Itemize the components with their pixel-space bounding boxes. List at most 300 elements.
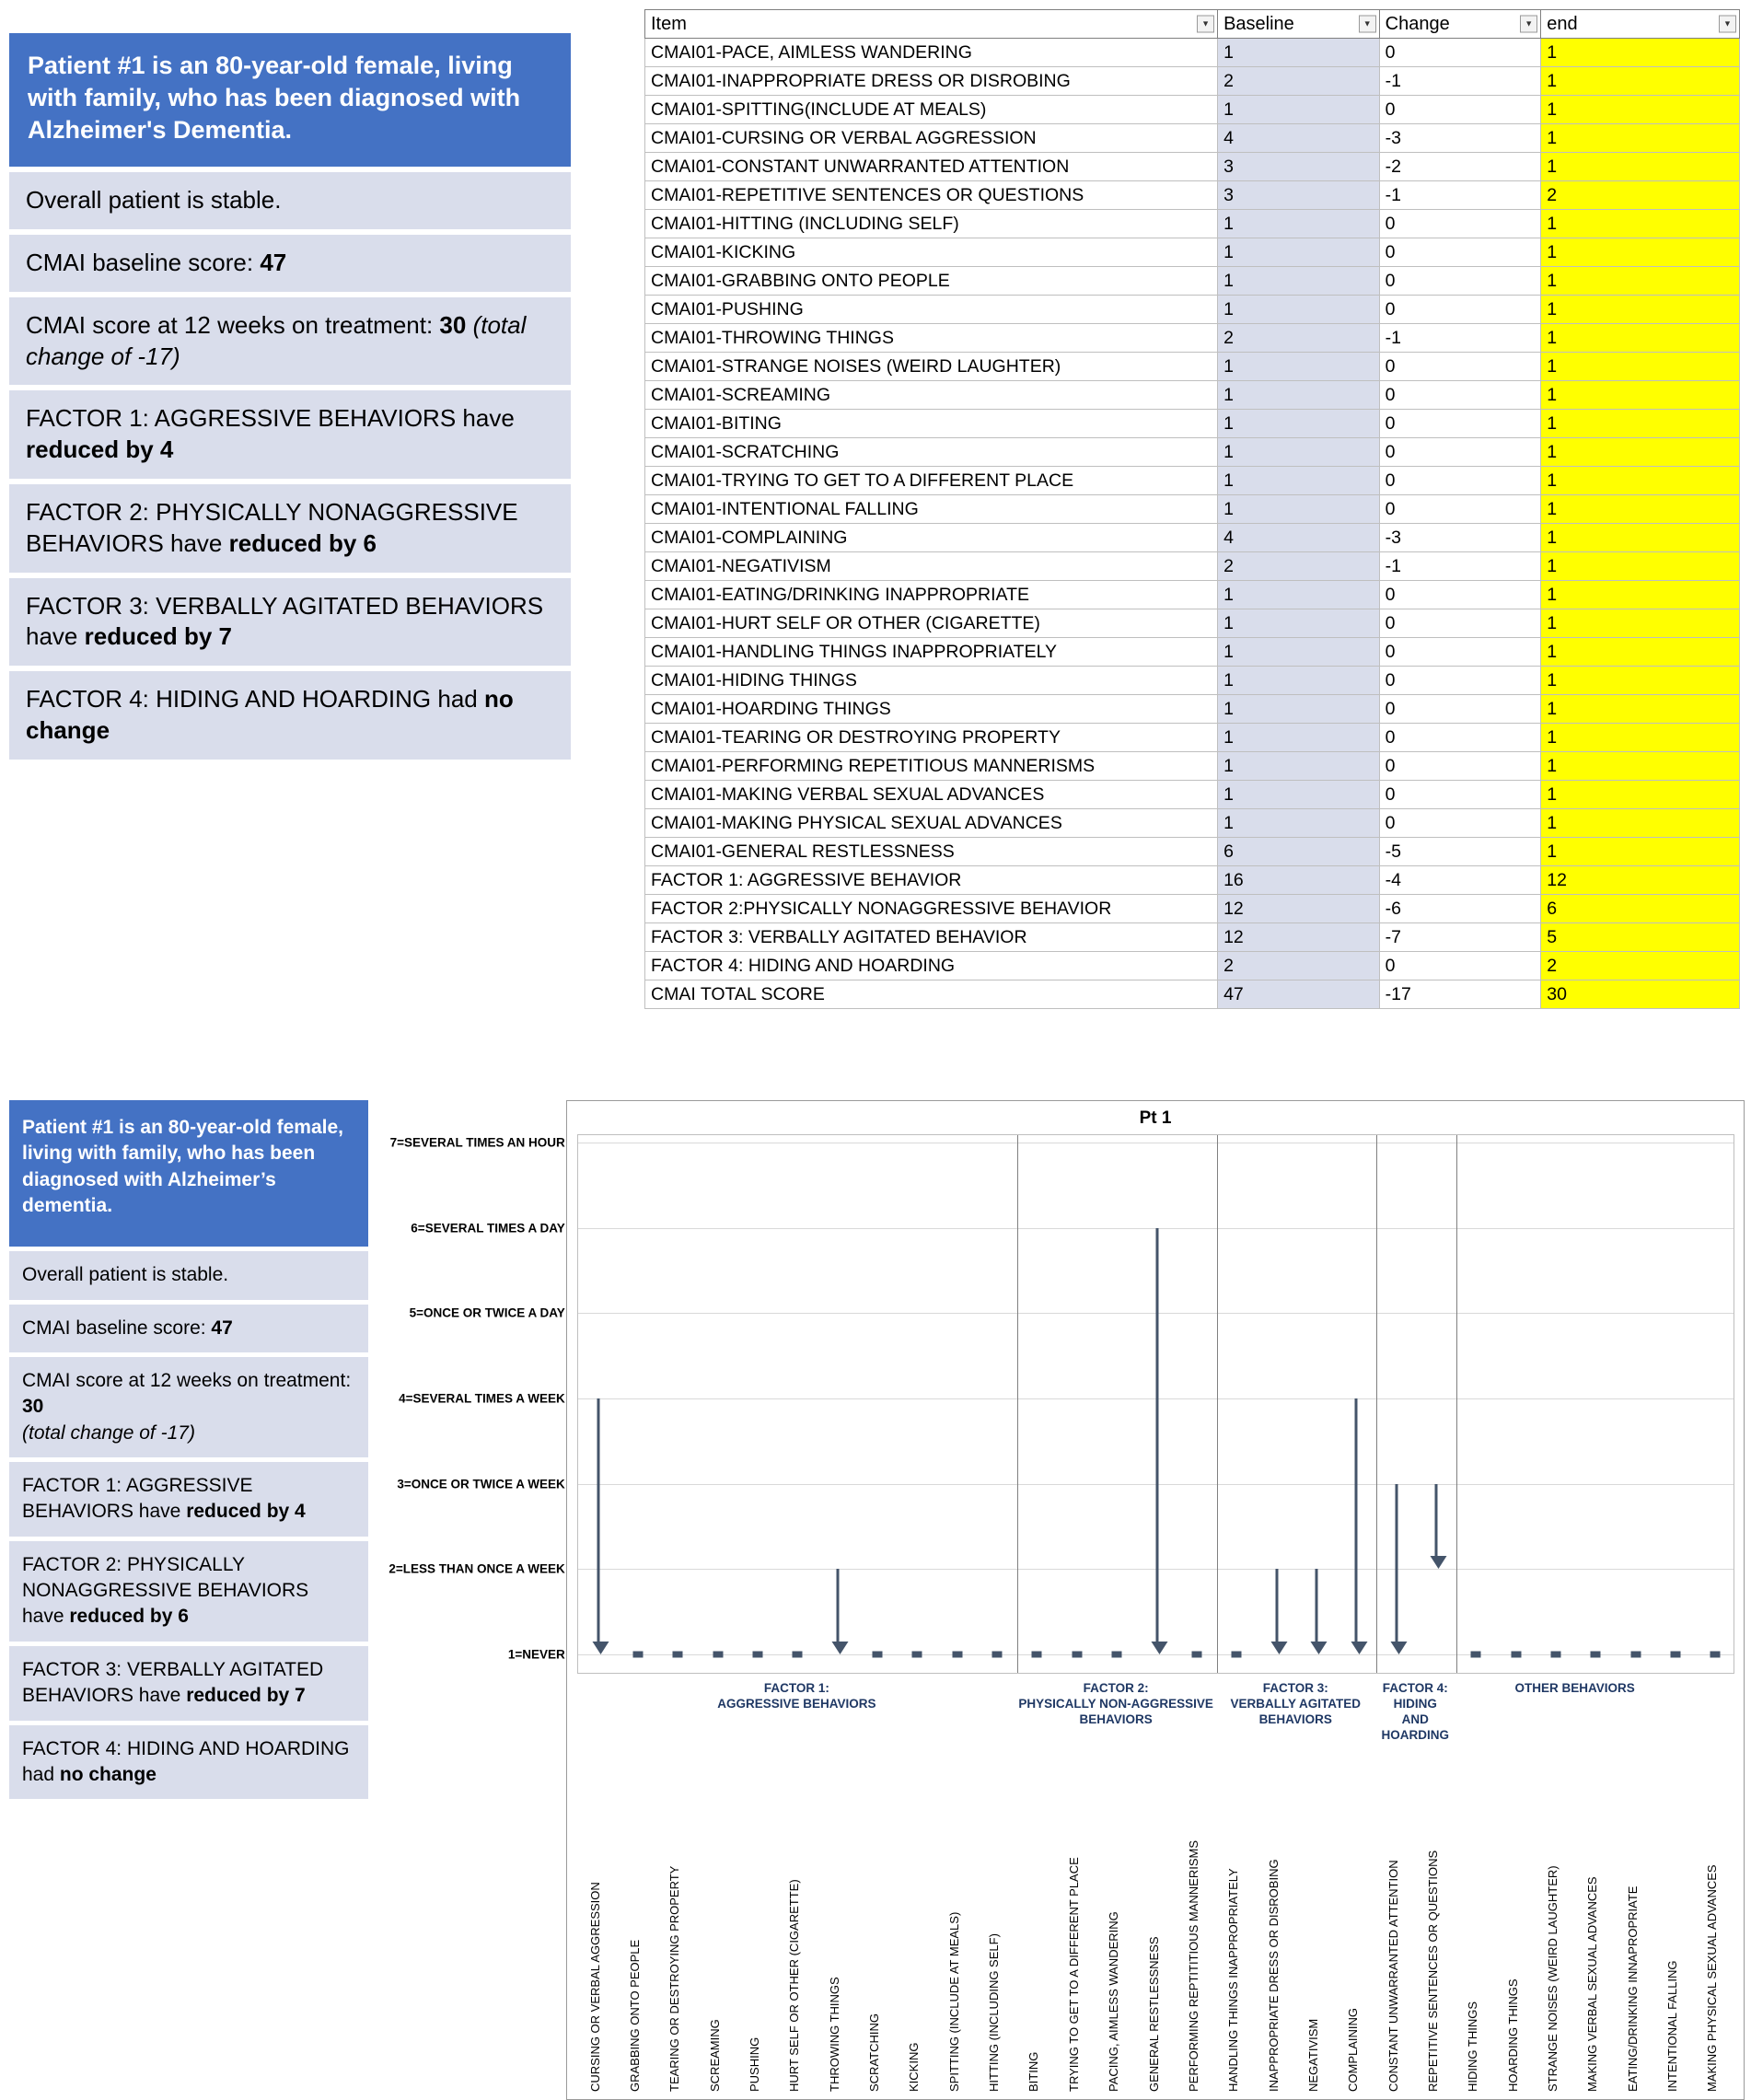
- data-point-marker: [1630, 1652, 1641, 1658]
- x-axis-category-label: SCREAMING: [707, 2019, 722, 2092]
- cell-end: 1: [1541, 724, 1740, 752]
- cell-change: 0: [1379, 952, 1541, 980]
- cell-change: 0: [1379, 381, 1541, 410]
- bottom-factor4-label: FACTOR 4: HIDING AND HOARDING had: [22, 1737, 350, 1785]
- x-axis-category-label: GENERAL RESTLESSNESS: [1146, 1936, 1161, 2092]
- factor-group-label: FACTOR 1: AGGRESSIVE BEHAVIORS: [717, 1681, 876, 1711]
- cell-item: CMAI01-BITING: [645, 410, 1218, 438]
- cell-end: 1: [1541, 438, 1740, 467]
- cell-end: 1: [1541, 324, 1740, 353]
- bottom-patient-status-card: Overall patient is stable.: [9, 1251, 368, 1299]
- table-row: [645, 495, 1740, 524]
- cell-baseline: 1: [1218, 39, 1380, 67]
- x-axis-category-label: HIDING THINGS: [1466, 2001, 1480, 2092]
- cell-baseline: 1: [1218, 238, 1380, 267]
- bottom-cmai-week12-value: 30: [22, 1396, 44, 1418]
- cell-item: CMAI01-SCRATCHING: [645, 438, 1218, 467]
- x-axis-category-label: HOARDING THINGS: [1505, 1978, 1520, 2092]
- cell-baseline: 1: [1218, 581, 1380, 609]
- table-row: [645, 609, 1740, 638]
- cell-change: -3: [1379, 124, 1541, 153]
- cell-end: 1: [1541, 638, 1740, 667]
- cell-baseline: 1: [1218, 410, 1380, 438]
- cell-item: CMAI01-HIDING THINGS: [645, 667, 1218, 695]
- patient-status-card: Overall patient is stable.: [9, 172, 571, 229]
- group-separator: [1017, 1135, 1018, 1673]
- cell-item: CMAI01-TEARING OR DESTROYING PROPERTY: [645, 724, 1218, 752]
- cell-end: 1: [1541, 124, 1740, 153]
- cell-baseline: 1: [1218, 96, 1380, 124]
- cell-item: CMAI01-KICKING: [645, 238, 1218, 267]
- change-arrow: [1275, 1569, 1278, 1642]
- cell-change: -1: [1379, 67, 1541, 96]
- cell-item: CMAI01-HOARDING THINGS: [645, 695, 1218, 724]
- table-row: [645, 124, 1740, 153]
- cmai-score-table-wrapper: [644, 9, 1740, 1009]
- cmai-baseline-value: 47: [260, 249, 287, 277]
- cell-change: 0: [1379, 267, 1541, 296]
- cell-baseline: 1: [1218, 638, 1380, 667]
- x-axis-category-label: COMPLAINING: [1346, 2007, 1361, 2092]
- bottom-factor3-value: reduced by 7: [186, 1685, 306, 1707]
- bottom-cmai-baseline-value: 47: [211, 1317, 233, 1339]
- data-point-marker: [992, 1652, 1003, 1658]
- y-axis-tick-label: 4=SEVERAL TIMES A WEEK: [399, 1391, 565, 1406]
- cell-item: CMAI01-PUSHING: [645, 296, 1218, 324]
- table-row: [645, 695, 1740, 724]
- cell-baseline: 1: [1218, 438, 1380, 467]
- cell-change: 0: [1379, 495, 1541, 524]
- data-point-marker: [1232, 1652, 1242, 1658]
- cell-end: 1: [1541, 781, 1740, 809]
- cell-item: CMAI01-MAKING PHYSICAL SEXUAL ADVANCES: [645, 809, 1218, 838]
- cell-baseline: 1: [1218, 724, 1380, 752]
- column-header-baseline-label: Baseline: [1223, 13, 1294, 34]
- column-header-item-label: Item: [651, 13, 687, 34]
- cell-baseline: 12: [1218, 895, 1380, 923]
- cell-change: 0: [1379, 296, 1541, 324]
- cell-item: CMAI01-TRYING TO GET TO A DIFFERENT PLACE: [645, 467, 1218, 495]
- factor2-value: reduced by 6: [228, 528, 377, 557]
- cell-item: CMAI01-SCREAMING: [645, 381, 1218, 410]
- cell-end: 1: [1541, 39, 1740, 67]
- cell-baseline: 3: [1218, 153, 1380, 181]
- cell-baseline: 4: [1218, 524, 1380, 552]
- cell-item: CMAI01-HURT SELF OR OTHER (CIGARETTE): [645, 609, 1218, 638]
- cell-change: -2: [1379, 153, 1541, 181]
- cell-item: CMAI01-MAKING VERBAL SEXUAL ADVANCES: [645, 781, 1218, 809]
- x-axis-category-label: PERFORMING REPTITITIOUS MANNERISMS: [1186, 1839, 1200, 2092]
- cell-change: -1: [1379, 552, 1541, 581]
- factor1-card: [9, 390, 571, 479]
- cell-change: 0: [1379, 96, 1541, 124]
- cell-end: 1: [1541, 267, 1740, 296]
- cell-change: 0: [1379, 667, 1541, 695]
- filter-dropdown-icon-change[interactable]: ▼: [1520, 16, 1537, 33]
- table-row: [645, 581, 1740, 609]
- chart-container: [388, 1100, 1745, 2100]
- cell-item: FACTOR 3: VERBALLY AGITATED BEHAVIOR: [645, 923, 1218, 952]
- y-axis-tick-label: 5=ONCE OR TWICE A DAY: [409, 1305, 565, 1320]
- cell-end: 30: [1541, 980, 1740, 1009]
- cell-change: 0: [1379, 581, 1541, 609]
- cell-change: 0: [1379, 210, 1541, 238]
- bottom-factor3-label: FACTOR 3: VERBALLY AGITATED BEHAVIORS have: [22, 1658, 324, 1707]
- data-point-marker: [912, 1652, 922, 1658]
- cell-end: 1: [1541, 153, 1740, 181]
- cmai-week12-card: [9, 297, 571, 386]
- bottom-cmai-baseline-label: CMAI baseline score:: [22, 1317, 212, 1339]
- cell-change: -6: [1379, 895, 1541, 923]
- table-row: [645, 809, 1740, 838]
- factor4-label: FACTOR 4: HIDING AND HOARDING had: [26, 685, 484, 714]
- table-row: [645, 96, 1740, 124]
- cell-baseline: 1: [1218, 381, 1380, 410]
- cell-item: FACTOR 1: AGGRESSIVE BEHAVIOR: [645, 866, 1218, 895]
- table-row: [645, 724, 1740, 752]
- y-axis-tick-label: 1=NEVER: [507, 1647, 565, 1662]
- cell-baseline: 1: [1218, 495, 1380, 524]
- bottom-summary-panel: [9, 1100, 368, 1804]
- cell-item: CMAI01-HITTING (INCLUDING SELF): [645, 210, 1218, 238]
- cell-end: 12: [1541, 866, 1740, 895]
- change-arrow: [1155, 1228, 1158, 1642]
- table-row: [645, 410, 1740, 438]
- table-row: [645, 866, 1740, 895]
- cmai-week12-note: (total change of -17): [26, 310, 527, 370]
- column-header-end-label: end: [1547, 13, 1578, 34]
- bottom-factor2-value: reduced by 6: [69, 1606, 189, 1628]
- bottom-patient-description-card: Patient #1 is an 80-year-old female, living with family, who has been diagnosed with Alzheimer’s dementia.: [9, 1100, 368, 1247]
- factor-group-label: FACTOR 4: HIDING AND HOARDING: [1381, 1681, 1449, 1742]
- bottom-cmai-baseline-card: [9, 1305, 368, 1352]
- cell-item: CMAI01-INAPPROPRIATE DRESS OR DISROBING: [645, 67, 1218, 96]
- cell-end: 1: [1541, 752, 1740, 781]
- factor-group-label: OTHER BEHAVIORS: [1514, 1681, 1635, 1695]
- table-row: [645, 524, 1740, 552]
- chart-plot-area: [388, 1134, 1734, 1674]
- data-point-marker: [673, 1652, 683, 1658]
- cell-change: 0: [1379, 353, 1541, 381]
- x-axis-category-label: HURT SELF OR OTHER (CIGARETTE): [787, 1879, 802, 2092]
- cell-end: 1: [1541, 467, 1740, 495]
- cell-item: CMAI01-THROWING THINGS: [645, 324, 1218, 353]
- column-header-baseline: [1218, 10, 1380, 39]
- cell-item: CMAI01-CURSING OR VERBAL AGGRESSION: [645, 124, 1218, 153]
- bottom-factor4-value: no change: [59, 1763, 157, 1785]
- table-row: [645, 324, 1740, 353]
- table-row: [645, 267, 1740, 296]
- data-point-marker: [1670, 1652, 1680, 1658]
- y-axis-tick-label: 6=SEVERAL TIMES A DAY: [411, 1221, 565, 1236]
- x-axis-category-label: TEARING OR DESTROYING PROPERTY: [667, 1865, 682, 2092]
- factor-group-label: FACTOR 2: PHYSICALLY NON-AGGRESSIVE BEHAVIORS: [1018, 1681, 1213, 1726]
- cell-end: 1: [1541, 238, 1740, 267]
- table-row: [645, 39, 1740, 67]
- x-axis-category-label: NEGATIVISM: [1305, 2018, 1320, 2092]
- cell-item: CMAI01-REPETITIVE SENTENCES OR QUESTIONS: [645, 181, 1218, 210]
- cell-baseline: 12: [1218, 923, 1380, 952]
- filter-dropdown-icon-baseline[interactable]: ▼: [1359, 16, 1376, 33]
- filter-dropdown-icon-item[interactable]: ▼: [1197, 16, 1214, 33]
- cell-item: CMAI01-INTENTIONAL FALLING: [645, 495, 1218, 524]
- bottom-cmai-week12-label: CMAI score at 12 weeks on treatment:: [22, 1370, 352, 1392]
- x-axis-category-label: INTENTIONAL FALLING: [1664, 1960, 1679, 2092]
- cell-end: 6: [1541, 895, 1740, 923]
- column-header-end: [1541, 10, 1740, 39]
- cell-baseline: 1: [1218, 210, 1380, 238]
- cell-item: CMAI01-NEGATIVISM: [645, 552, 1218, 581]
- table-row: [645, 296, 1740, 324]
- table-row: [645, 895, 1740, 923]
- cell-baseline: 16: [1218, 866, 1380, 895]
- filter-dropdown-icon-end[interactable]: ▼: [1719, 16, 1736, 33]
- cmai-week12-label: CMAI score at 12 weeks on treatment:: [26, 310, 440, 339]
- x-axis-category-label: TRYING TO GET TO A DIFFERENT PLACE: [1066, 1857, 1081, 2092]
- bottom-factor2-card: [9, 1541, 368, 1642]
- table-row: [645, 781, 1740, 809]
- table-row: [645, 181, 1740, 210]
- cell-end: 1: [1541, 353, 1740, 381]
- cell-end: 1: [1541, 381, 1740, 410]
- cell-change: 0: [1379, 695, 1541, 724]
- cell-baseline: 1: [1218, 296, 1380, 324]
- cell-end: 1: [1541, 552, 1740, 581]
- change-arrow: [1355, 1398, 1358, 1642]
- x-axis-category-label: PUSHING: [748, 2036, 762, 2092]
- cell-change: 0: [1379, 39, 1541, 67]
- cell-item: CMAI01-PACE, AIMLESS WANDERING: [645, 39, 1218, 67]
- cell-item: CMAI01-EATING/DRINKING INAPPROPRIATE: [645, 581, 1218, 609]
- data-point-marker: [1550, 1652, 1560, 1658]
- cell-baseline: 1: [1218, 752, 1380, 781]
- x-axis-category-label: HITTING (INCLUDING SELF): [987, 1933, 1002, 2092]
- column-header-item: [645, 10, 1218, 39]
- cell-end: 1: [1541, 695, 1740, 724]
- cell-change: -7: [1379, 923, 1541, 952]
- data-point-marker: [1511, 1652, 1521, 1658]
- top-summary-panel: [9, 33, 571, 765]
- data-point-marker: [1191, 1652, 1201, 1658]
- x-axis-category-label: SPITTING (INCLUDE AT MEALS): [946, 1911, 961, 2092]
- data-point-marker: [1710, 1652, 1721, 1658]
- data-point-marker: [753, 1652, 763, 1658]
- table-row: [645, 238, 1740, 267]
- x-axis-category-label: STRANGE NOISES (WEIRD LAUGHTER): [1545, 1865, 1560, 2092]
- cell-change: 0: [1379, 467, 1541, 495]
- x-axis-category-label: EATING/DRINKING INNAPROPRIATE: [1625, 1885, 1640, 2092]
- cmai-baseline-label: CMAI baseline score:: [26, 249, 261, 277]
- cmai-score-table: [644, 9, 1740, 1009]
- data-point-marker: [1112, 1652, 1122, 1658]
- cell-item: CMAI01-PERFORMING REPETITIOUS MANNERISMS: [645, 752, 1218, 781]
- cmai-baseline-card: [9, 235, 571, 292]
- factor4-value: no change: [26, 685, 514, 745]
- cell-change: 0: [1379, 238, 1541, 267]
- factor2-card: [9, 484, 571, 573]
- x-axis-category-label: PACING, AIMLESS WANDERING: [1107, 1911, 1121, 2092]
- x-axis-category-label: KICKING: [907, 2042, 922, 2092]
- bottom-factor2-label: FACTOR 2: PHYSICALLY NONAGGRESSIVE BEHAVIORS have: [22, 1553, 309, 1628]
- cell-change: 0: [1379, 438, 1541, 467]
- cell-change: -1: [1379, 324, 1541, 353]
- x-axis-category-label: CURSING OR VERBAL AGGRESSION: [587, 1882, 602, 2092]
- table-row: [645, 153, 1740, 181]
- data-point-marker: [1471, 1652, 1481, 1658]
- cell-baseline: 2: [1218, 952, 1380, 980]
- y-axis-tick-label: 3=ONCE OR TWICE A WEEK: [397, 1477, 565, 1491]
- change-arrow: [1434, 1484, 1437, 1558]
- group-separator: [1456, 1135, 1457, 1673]
- cell-item: FACTOR 4: HIDING AND HOARDING: [645, 952, 1218, 980]
- cell-item: CMAI01-CONSTANT UNWARRANTED ATTENTION: [645, 153, 1218, 181]
- cell-change: 0: [1379, 638, 1541, 667]
- cell-item: CMAI01-COMPLAINING: [645, 524, 1218, 552]
- cell-item: CMAI01-STRANGE NOISES (WEIRD LAUGHTER): [645, 353, 1218, 381]
- factor2-label: FACTOR 2: PHYSICALLY NONAGGRESSIVE BEHAVIORS have: [26, 498, 518, 557]
- patient-description-card: Patient #1 is an 80-year-old female, living with family, who has been diagnosed with Alzheimer's Dementia.: [9, 33, 571, 167]
- cell-change: -17: [1379, 980, 1541, 1009]
- cell-item: CMAI01-SPITTING(INCLUDE AT MEALS): [645, 96, 1218, 124]
- cell-end: 2: [1541, 181, 1740, 210]
- factor4-card: [9, 671, 571, 760]
- bottom-cmai-week12-note: (total change of -17): [22, 1421, 195, 1444]
- cell-end: 1: [1541, 838, 1740, 866]
- factor3-value: reduced by 7: [84, 622, 233, 651]
- cell-baseline: 1: [1218, 267, 1380, 296]
- table-row: [645, 67, 1740, 96]
- cell-baseline: 2: [1218, 324, 1380, 353]
- cell-end: 1: [1541, 96, 1740, 124]
- cell-baseline: 2: [1218, 552, 1380, 581]
- cell-item: CMAI01-HANDLING THINGS INAPPROPRIATELY: [645, 638, 1218, 667]
- cell-end: 1: [1541, 410, 1740, 438]
- change-arrow: [1395, 1484, 1397, 1642]
- data-point-marker: [1032, 1652, 1042, 1658]
- cell-baseline: 1: [1218, 695, 1380, 724]
- x-axis-category-label: CONSTANT UNWARRANTED ATTENTION: [1386, 1860, 1400, 2092]
- cell-change: -1: [1379, 181, 1541, 210]
- x-axis-category-label: MAKING PHYSICAL SEXUAL ADVANCES: [1705, 1864, 1720, 2092]
- cell-item: CMAI TOTAL SCORE: [645, 980, 1218, 1009]
- x-axis-category-label: BITING: [1026, 2051, 1041, 2092]
- table-row: [645, 980, 1740, 1009]
- cell-change: 0: [1379, 752, 1541, 781]
- bottom-factor1-value: reduced by 4: [186, 1501, 306, 1523]
- cell-change: 0: [1379, 724, 1541, 752]
- table-row: [645, 467, 1740, 495]
- cell-end: 1: [1541, 67, 1740, 96]
- cell-baseline: 1: [1218, 609, 1380, 638]
- bottom-factor3-card: [9, 1646, 368, 1721]
- cmai-week12-value: 30: [439, 310, 467, 339]
- table-body: [645, 39, 1740, 1009]
- x-axis-category-label: GRABBING ONTO PEOPLE: [628, 1939, 643, 2092]
- cell-baseline: 4: [1218, 124, 1380, 153]
- table-row: [645, 210, 1740, 238]
- data-point-marker: [873, 1652, 883, 1658]
- cell-end: 1: [1541, 809, 1740, 838]
- change-arrow: [836, 1569, 839, 1642]
- table-row: [645, 381, 1740, 410]
- cell-baseline: 1: [1218, 809, 1380, 838]
- data-point-marker: [952, 1652, 962, 1658]
- chart-title: Pt 1: [1139, 1108, 1172, 1128]
- data-point-marker: [633, 1652, 644, 1658]
- table-row: [645, 952, 1740, 980]
- x-axis-category-label: MAKING VERBAL SEXUAL ADVANCES: [1585, 1876, 1600, 2092]
- cell-end: 2: [1541, 952, 1740, 980]
- cell-end: 1: [1541, 296, 1740, 324]
- table-row: [645, 353, 1740, 381]
- x-axis-category-label: SCRATCHING: [867, 2013, 882, 2092]
- cell-change: -5: [1379, 838, 1541, 866]
- cell-end: 1: [1541, 495, 1740, 524]
- table-row: [645, 667, 1740, 695]
- cell-baseline: 47: [1218, 980, 1380, 1009]
- data-point-marker: [793, 1652, 803, 1658]
- cell-baseline: 1: [1218, 667, 1380, 695]
- x-axis-category-label: HANDLING THINGS INAPPROPRIATELY: [1226, 1868, 1241, 2092]
- table-row: [645, 552, 1740, 581]
- column-header-change: [1379, 10, 1541, 39]
- x-axis-category-label: INAPPROPRIATE DRESS OR DISROBING: [1266, 1859, 1281, 2092]
- cell-end: 1: [1541, 667, 1740, 695]
- cell-change: 0: [1379, 410, 1541, 438]
- cell-change: 0: [1379, 609, 1541, 638]
- cell-end: 5: [1541, 923, 1740, 952]
- table-row: [645, 923, 1740, 952]
- cell-baseline: 2: [1218, 67, 1380, 96]
- group-separator: [1376, 1135, 1377, 1673]
- column-header-change-label: Change: [1385, 13, 1450, 34]
- cell-change: -4: [1379, 866, 1541, 895]
- cell-item: CMAI01-GENERAL RESTLESSNESS: [645, 838, 1218, 866]
- bottom-factor4-card: [9, 1725, 368, 1800]
- change-arrow: [597, 1398, 599, 1642]
- factor3-label: FACTOR 3: VERBALLY AGITATED BEHAVIORS have: [26, 591, 544, 651]
- bottom-cmai-week12-card: [9, 1357, 368, 1457]
- cell-end: 1: [1541, 581, 1740, 609]
- cell-baseline: 6: [1218, 838, 1380, 866]
- x-axis-category-label: THROWING THINGS: [827, 1977, 841, 2092]
- table-row: [645, 438, 1740, 467]
- x-axis-category-label: REPETITIVE SENTENCES OR QUESTIONS: [1425, 1850, 1440, 2092]
- factor1-value: reduced by 4: [26, 435, 174, 464]
- bottom-section: [0, 1100, 1751, 2100]
- cell-baseline: 1: [1218, 353, 1380, 381]
- y-axis-tick-label: 2=LESS THAN ONCE A WEEK: [388, 1561, 565, 1576]
- cell-change: 0: [1379, 809, 1541, 838]
- y-axis-tick-label: 7=SEVERAL TIMES AN HOUR: [389, 1135, 565, 1150]
- bottom-factor1-label: FACTOR 1: AGGRESSIVE BEHAVIORS have: [22, 1475, 253, 1523]
- cell-baseline: 3: [1218, 181, 1380, 210]
- cell-end: 1: [1541, 609, 1740, 638]
- cell-item: FACTOR 2:PHYSICALLY NONAGGRESSIVE BEHAVIOR: [645, 895, 1218, 923]
- data-point-marker: [1072, 1652, 1082, 1658]
- table-header-row: [645, 10, 1740, 39]
- cell-end: 1: [1541, 210, 1740, 238]
- group-separator: [1217, 1135, 1218, 1673]
- table-row: [645, 838, 1740, 866]
- factor-group-label: FACTOR 3: VERBALLY AGITATED BEHAVIORS: [1230, 1681, 1361, 1726]
- table-row: [645, 752, 1740, 781]
- cell-baseline: 1: [1218, 781, 1380, 809]
- data-point-marker: [1591, 1652, 1601, 1658]
- factor3-card: [9, 578, 571, 667]
- change-arrow: [1315, 1569, 1317, 1642]
- cell-item: CMAI01-GRABBING ONTO PEOPLE: [645, 267, 1218, 296]
